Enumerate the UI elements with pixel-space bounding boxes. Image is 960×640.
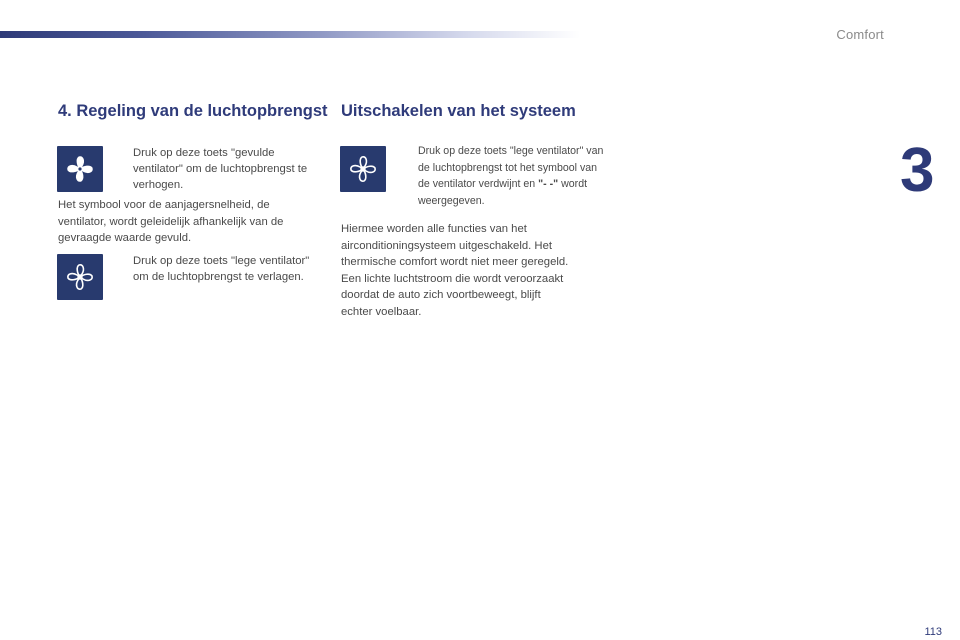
fan-empty-icon	[57, 254, 103, 300]
right-heading: Uitschakelen van het systeem	[341, 102, 576, 120]
right-step-1-text-b: wordt weergegeven.	[418, 178, 588, 207]
left-step-2	[113, 253, 313, 285]
chapter-number: 3	[900, 136, 935, 205]
section-label: Comfort	[836, 27, 884, 42]
left-heading: 4. Regeling van de luchtopbrengst	[58, 102, 328, 120]
left-step-2-text: Druk op deze toets "lege ventilator" om de luchtopbrengst te verlagen.	[133, 255, 310, 283]
right-step-1-dashes: "- -"	[538, 178, 559, 190]
header-gradient-bar	[0, 31, 580, 38]
right-paragraph: Hiermee worden alle functies van het airconditioningsysteem uitgeschakeld. Het thermische comfort wordt niet meer geregeld. Een lichte luchtstroom die wordt veroorzaakt doordat de auto zich voortbeweegt, blijft echter voelbaar.	[341, 223, 569, 318]
fan-filled-icon	[57, 146, 103, 192]
page-number: 113	[924, 626, 942, 638]
left-step-1	[113, 145, 323, 193]
left-step-1-text: Druk op deze toets "gevulde ventilator" om de luchtopbrengst te verhogen.	[133, 147, 308, 191]
left-paragraph: Het symbool voor de aanjagersnelheid, de ventilator, wordt geleidelijk afhankelijk van de gevraagde waarde gevuld.	[58, 199, 284, 244]
fan-empty-icon	[340, 146, 386, 192]
right-step-1	[398, 143, 604, 209]
right-step-1-text	[398, 143, 604, 209]
right-step-1-text-a: Druk op deze toets "lege ventilator" van de luchtopbrengst tot het symbool van de ventilator verdwijnt en	[418, 145, 604, 190]
